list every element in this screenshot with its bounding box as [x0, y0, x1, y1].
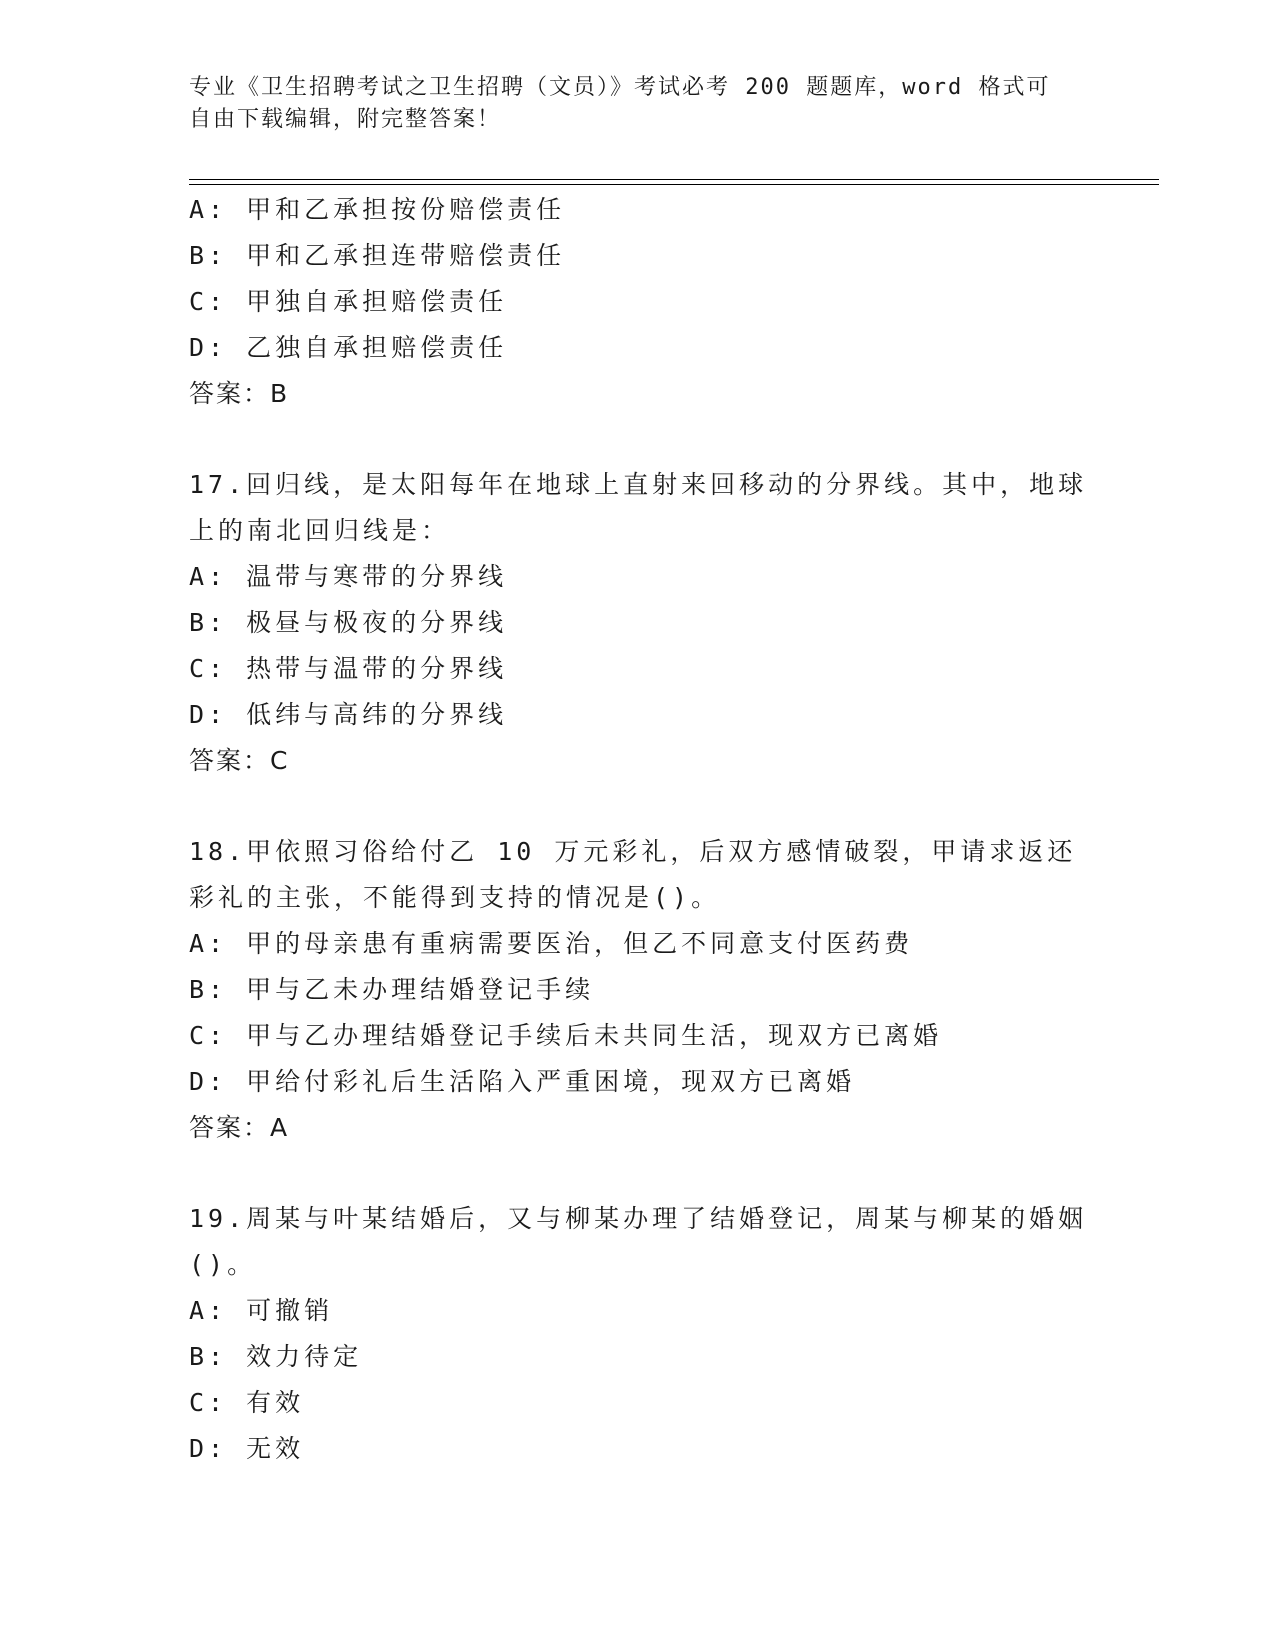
question-text: 19.周某与叶某结婚后，又与柳某办理了结婚登记，周某与柳某的婚姻()。 — [189, 1204, 1088, 1279]
option-d: D: 乙独自承担赔偿责任 — [189, 333, 508, 362]
option-c: C: 甲与乙办理结婚登记手续后未共同生活，现双方已离婚 — [189, 1021, 943, 1050]
option-b: B: 极昼与极夜的分界线 — [189, 608, 508, 637]
option-d: D: 甲给付彩礼后生活陷入严重困境，现双方已离婚 — [189, 1067, 856, 1096]
question-list — [189, 187, 1089, 1472]
option-b: B: 效力待定 — [189, 1342, 363, 1371]
option-a: A: 甲和乙承担按份赔偿责任 — [189, 195, 566, 224]
option-b: B: 甲和乙承担连带赔偿责任 — [189, 241, 566, 270]
answer-line: 答案：A — [189, 1113, 290, 1142]
question-text: 17.回归线，是太阳每年在地球上直射来回移动的分界线。其中，地球上的南北回归线是： — [189, 470, 1088, 545]
option-a: A: 温带与寒带的分界线 — [189, 562, 508, 591]
header-divider-bottom — [189, 184, 1159, 185]
option-a: A: 甲的母亲患有重病需要医治，但乙不同意支付医药费 — [189, 929, 914, 958]
question-text: 18.甲依照习俗给付乙 10 万元彩礼，后双方感情破裂，甲请求返还彩礼的主张，不能得到支持的情况是()。 — [189, 837, 1077, 912]
question-19 — [189, 1196, 1089, 1472]
answer-line: 答案：B — [189, 379, 290, 408]
question-17 — [189, 462, 1089, 784]
document-header: 专业《卫生招聘考试之卫生招聘（文员）》考试必考 200 题题库，word 格式可自由下载编辑，附完整答案！ — [189, 75, 1051, 132]
option-c: C: 热带与温带的分界线 — [189, 654, 508, 683]
question-18 — [189, 829, 1089, 1151]
option-d: D: 低纬与高纬的分界线 — [189, 700, 508, 729]
option-d: D: 无效 — [189, 1434, 305, 1463]
header-divider-top — [189, 179, 1159, 180]
option-c: C: 有效 — [189, 1388, 305, 1417]
option-c: C: 甲独自承担赔偿责任 — [189, 287, 508, 316]
question-16 — [189, 187, 1089, 417]
option-a: A: 可撤销 — [189, 1296, 334, 1325]
answer-line: 答案：C — [189, 746, 290, 775]
option-b: B: 甲与乙未办理结婚登记手续 — [189, 975, 595, 1004]
